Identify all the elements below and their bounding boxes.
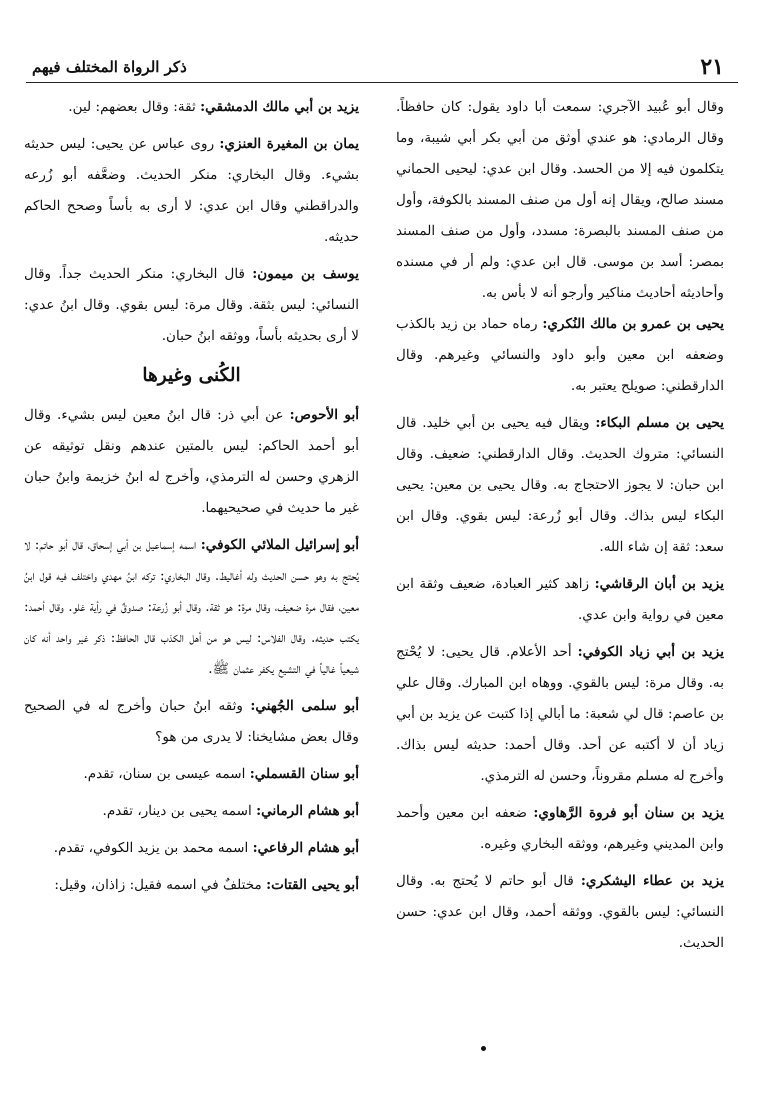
narrator-entry bbox=[396, 798, 724, 860]
narrator-text: ثقة: وقال بعضهم: لين. bbox=[68, 99, 201, 115]
narrator-entry bbox=[24, 92, 359, 123]
narrator-name: يمان بن المغيرة العنزي: bbox=[219, 136, 359, 152]
narrator-name: يحيى بن مسلم البكاء: bbox=[595, 415, 724, 431]
narrator-text: زاهد كثير العبادة، ضعيف وثقة ابن معين في رواية وابن عدي. bbox=[396, 576, 724, 623]
narrator-text: وثقه ابنُ حبان وأخرج له في الصحيح وقال بعض مشايخنا: لا يدرى من هو؟ bbox=[24, 698, 359, 745]
narrator-entry bbox=[396, 309, 724, 402]
narrator-entry bbox=[24, 833, 359, 864]
narrator-entry bbox=[24, 400, 359, 524]
right-column bbox=[396, 92, 724, 965]
narrator-entry bbox=[24, 691, 359, 753]
narrator-name: أبو الأحوص: bbox=[289, 407, 359, 423]
page-header bbox=[26, 52, 738, 83]
narrator-name: أبو إسرائيل الملائي الكوفي: bbox=[200, 537, 359, 553]
running-title: ذكر الرواة المختلف فيهم bbox=[32, 58, 187, 76]
narrator-name: أبو يحيى القتات: bbox=[266, 877, 359, 893]
page-number: ٢١ bbox=[700, 54, 724, 80]
narrator-entry bbox=[24, 129, 359, 253]
narrator-text: قال البخاري: منكر الحديث جداً. وقال النسائي: ليس بثقة. وقال مرة: ليس بقوي. وقال ابنُ عدي: لا أرى بحديثه بأساً، ووثقه ابنُ حبان. bbox=[24, 266, 359, 344]
narrator-entry bbox=[24, 870, 359, 901]
narrator-text: قال أبو حاتم لا يُحتج به. وقال النسائي: ليس بالقوي. ووثقه أحمد، وقال ابن عدي: حسن الحديث. bbox=[396, 873, 724, 951]
narrator-entry bbox=[24, 259, 359, 352]
narrator-text: ويقال فيه يحيى بن أبي خليد. قال النسائي: متروك الحديث. وقال الدارقطني: ضعيف. وقال ابن حبان: لا يجوز الاحتجاج به. وقال يحيى بن معين: يحيى البكاء ليس بذاك. وقال أبو زُرعة: ليس بقوي. وقال ابن سعد: ثقة إن شاء الله. bbox=[396, 415, 724, 555]
left-column bbox=[24, 92, 359, 907]
narrator-text: اسمه إسماعيل بن أبي إسحاق، قال أبو حاتم: لا يُحتج به وهو حسن الحديث وله أغاليط. وقال البخاري: تركه ابنُ مهدي واختلف فيه قول ابنُ معين، فقال مرة ضعيف، وقال مرة: هو ثقة. وقال أبو زُرعة: صدوقٌ في رأية غلو. وقال أحمد: يكتب حديثه. وقال الفلاس: ليس هو من أهل الكذب قال الحافظ: ذكر غير واحد أنه كان شيعياً غالياً في التشيع يكفر عثمان ﷺ. bbox=[24, 537, 359, 677]
narrator-text: رماه حماد بن زيد بالكذب وضعفه ابن معين وأبو داود والنسائي وغيرهم. وقال الدارقطني: صويلح يعتبر به. bbox=[396, 316, 724, 394]
narrator-name: أبو هشام الرماني: bbox=[256, 803, 359, 819]
narrator-name: أبو هشام الرفاعي: bbox=[252, 840, 359, 856]
narrator-name: يزيد بن أبي زياد الكوفي: bbox=[577, 644, 724, 660]
narrator-name: يوسف بن ميمون: bbox=[252, 266, 359, 282]
narrator-name: يزيد بن أبي مالك الدمشقي: bbox=[200, 99, 359, 115]
narrator-text: مختلفٌ في اسمه فقيل: زاذان، وقيل: bbox=[54, 877, 267, 893]
narrator-entry bbox=[24, 530, 359, 685]
narrator-text: اسمه عيسى بن سنان، تقدم. bbox=[83, 766, 250, 782]
footer-dot bbox=[481, 1046, 486, 1051]
narrator-text: روى عباس عن يحيى: ليس حديثه بشيء. وقال البخاري: منكر الحديث. وضعَّفه أبو زُرعه والدراقطني وقال ابن عدي: لا أرى به بأساً وصحح الحاكم حديثه. bbox=[24, 136, 359, 245]
narrator-name: يزيد بن أبان الرقاشي: bbox=[594, 576, 724, 592]
narrator-text: ضعفه ابن معين وأحمد وابن المديني وغيرهم، ووثقه البخاري وغيره. bbox=[396, 805, 724, 852]
section-title: الكُنى وغيرها bbox=[142, 365, 241, 386]
narrator-name: أبو سلمى الجُهني: bbox=[250, 698, 359, 714]
narrator-name: أبو سنان القسملي: bbox=[249, 766, 359, 782]
narrator-text: اسمه محمد بن يزيد الكوفي، تقدم. bbox=[53, 840, 253, 856]
narrator-entry bbox=[396, 637, 724, 792]
narrator-text: اسمه يحيى بن دينار، تقدم. bbox=[102, 803, 257, 819]
narrator-text: عن أبي ذر: قال ابنُ معين ليس بشيء. وقال أبو أحمد الحاكم: ليس بالمتين عندهم ونقل توثيقه عن الزهري وحسن له الترمذي، وأخرج له ابنُ خزيمة وابنُ حبان غير ما حديث في صحيحيهما. bbox=[24, 407, 359, 516]
narrator-name: يزيد بن سنان أبو فروة الرَّهاوي: bbox=[533, 805, 724, 821]
narrator-name: يحيى بن عمرو بن مالك النُكري: bbox=[542, 316, 724, 332]
narrator-entry bbox=[396, 408, 724, 563]
narrator-entry bbox=[24, 759, 359, 790]
narrator-entry bbox=[396, 569, 724, 631]
intro-paragraph: وقال أبو عُبيد الآجري: سمعت أبا داود يقول: كان حافظاً. وقال الرمادي: هو عندي أوثق من أبي بكر أبي شيبة، وما يتكلمون فيه إلا من الحسد. وقال ابن عدي: ليحيى الحماني مسند صالح، ويقال إنه أول من صنف المسند بالكوفة، وأول من صنف المسند بالبصرة: مسدد، وأول من صنف المسند بمصر: أسد بن موسى. قال ابن عدي: ولم أر في مسنده وأحاديثه أحاديث مناكير وأرجو أنه لا بأس به. bbox=[396, 99, 724, 301]
narrator-text: أحد الأعلام. قال يحيى: لا يُحْتج به. وقال مرة: ليس بالقوي. ووهاه ابن المبارك. وقال علي بن عاصم: قال لي شعبة: ما أبالي إذا كتبت عن يزيد بن أبي زياد أن لا أكتبه عن أحد. وقال أحمد: حديثه ليس بذاك. وأخرج له مسلم مقروناً، وحسن له الترمذي. bbox=[396, 644, 724, 784]
narrator-entry bbox=[396, 866, 724, 959]
narrator-name: يزيد بن عطاء اليشكري: bbox=[580, 873, 724, 889]
narrator-entry bbox=[24, 796, 359, 827]
